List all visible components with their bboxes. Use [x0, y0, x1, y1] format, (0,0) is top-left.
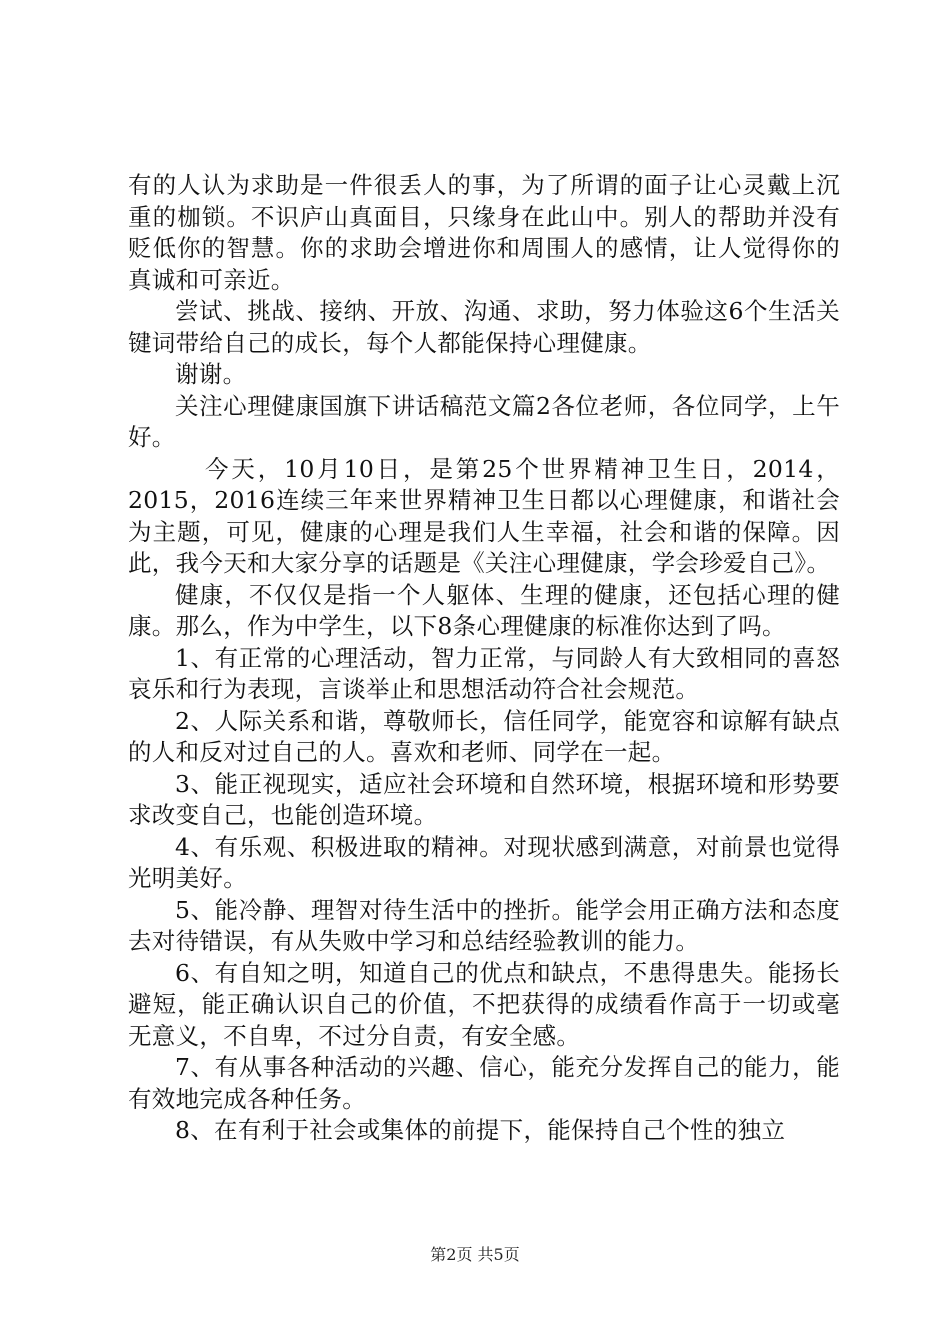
paragraph-thanks: 谢谢。 — [175, 360, 247, 388]
paragraph-mental-health-day: 今天，10月10日，是第25个世界精神卫生日，2014，2015，2016连续三年来世界精神卫生日都以心理健康，和谐社会为主题，可见，健康的心理是我们人生幸福，社会和谐的保障。因此，我今天和大家分享的话题是《关注心理健康，学会珍爱自己》。 — [128, 454, 840, 577]
page-number-footer: 第2页 共5页 — [430, 1245, 520, 1264]
list-item-standard-5: 5、能冷静、理智对待生活中的挫折。能学会用正确方法和态度去对待错误，有从失败中学习和总结经验教训的能力。 — [128, 895, 840, 955]
document-body — [128, 170, 840, 1147]
paragraph-health-definition: 健康，不仅仅是指一个人躯体、生理的健康，还包括心理的健康。那么，作为中学生，以下8条心理健康的标准你达到了吗。 — [128, 580, 840, 640]
list-item-standard-2: 2、人际关系和谐，尊敬师长，信任同学，能宽容和谅解有缺点的人和反对过自己的人。喜欢和老师、同学在一起。 — [128, 706, 840, 766]
list-item-standard-7: 7、有从事各种活动的兴趣、信心，能充分发挥自己的能力，能有效地完成各种任务。 — [128, 1053, 840, 1113]
list-item-standard-6: 6、有自知之明，知道自己的优点和缺点，不患得患失。能扬长避短，能正确认识自己的价值，不把获得的成绩看作高于一切或毫无意义，不自卑，不过分自责，有安全感。 — [128, 958, 840, 1050]
paragraph-keywords: 尝试、挑战、接纳、开放、沟通、求助，努力体验这6个生活关键词带给自己的成长，每个人都能保持心理健康。 — [128, 297, 840, 357]
list-item-standard-3: 3、能正视现实，适应社会环境和自然环境，根据环境和形势要求改变自己，也能创造环境。 — [128, 769, 840, 829]
list-item-standard-8: 8、在有利于社会或集体的前提下，能保持自己个性的独立 — [175, 1116, 786, 1144]
list-item-standard-1: 1、有正常的心理活动，智力正常，与同龄人有大致相同的喜怒哀乐和行为表现，言谈举止和思想活动符合社会规范。 — [128, 643, 840, 703]
list-item-standard-4: 4、有乐观、积极进取的精神。对现状感到满意，对前景也觉得光明美好。 — [128, 832, 840, 892]
paragraph-help-seeking: 有的人认为求助是一件很丢人的事，为了所谓的面子让心灵戴上沉重的枷锁。不识庐山真面目，只缘身在此山中。别人的帮助并没有贬低你的智慧。你的求助会增进你和周围人的感情，让人觉得你的真诚和可亲近。 — [128, 171, 840, 294]
paragraph-speech-title: 关注心理健康国旗下讲话稿范文篇2各位老师，各位同学，上午好。 — [128, 391, 840, 451]
